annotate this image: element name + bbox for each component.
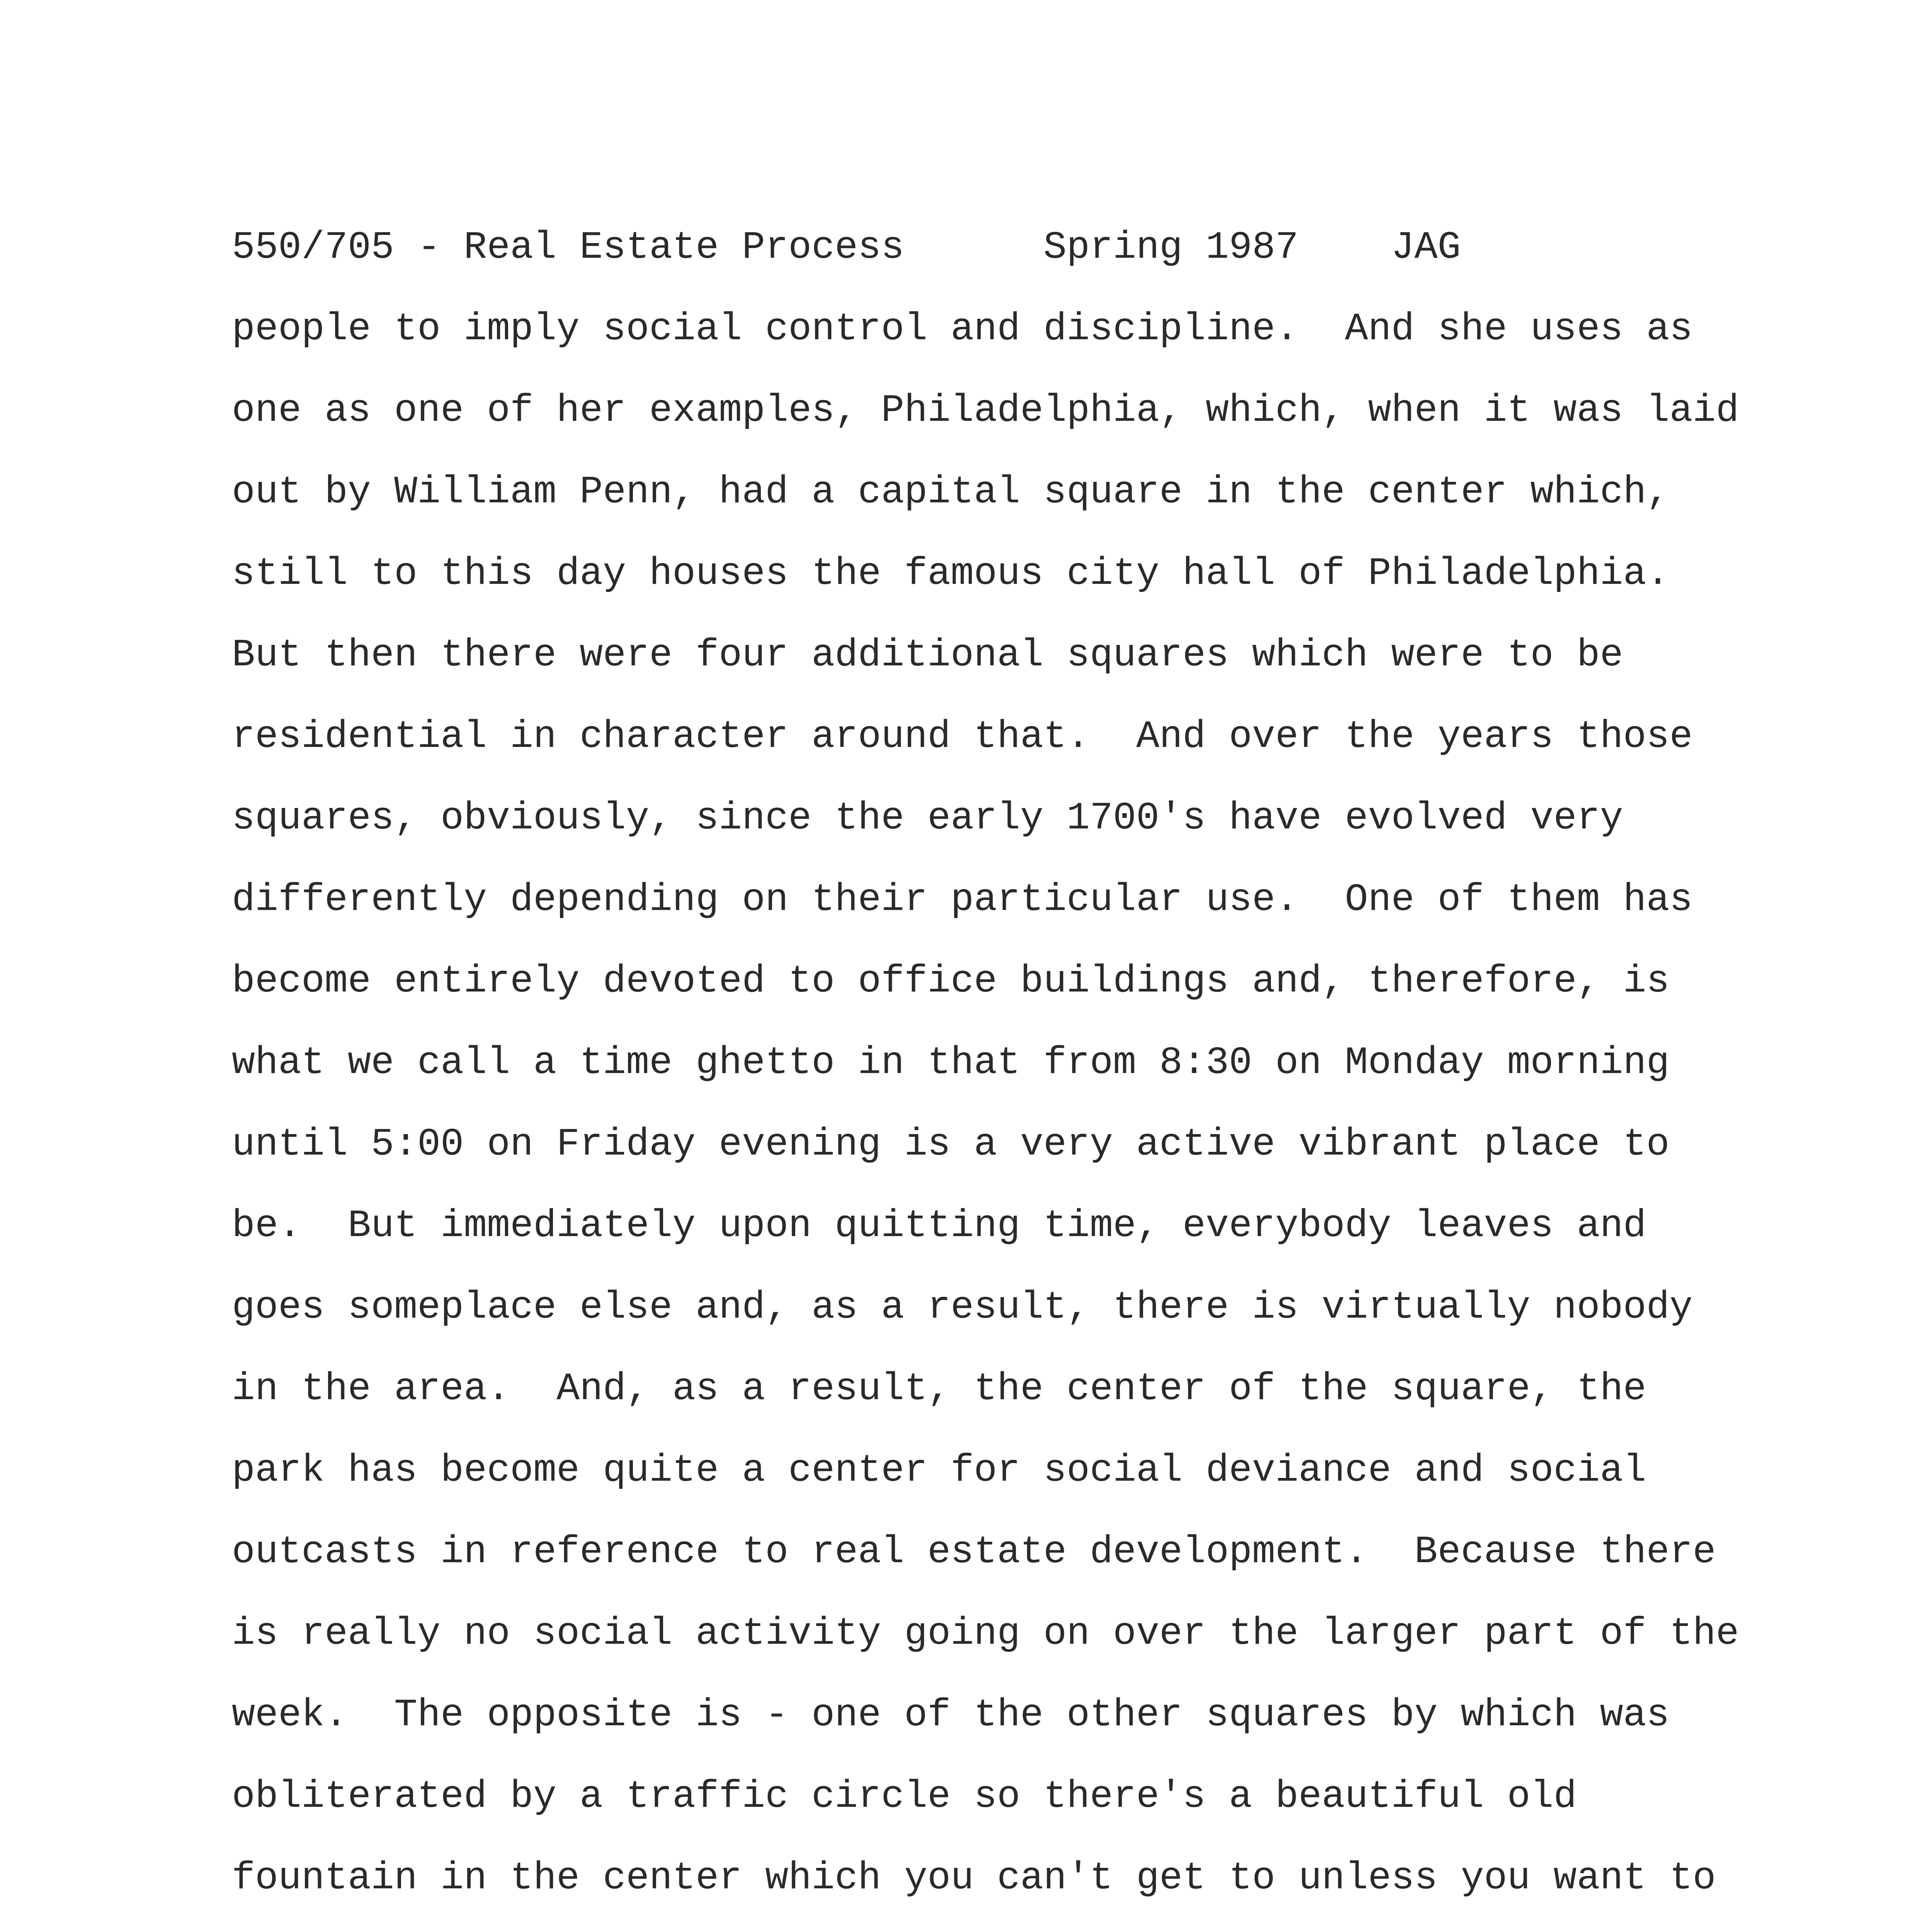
text-line: goes someplace else and, as a result, there is virtually nobody xyxy=(232,1286,1693,1330)
text-line: park has become quite a center for social deviance and social xyxy=(232,1449,1646,1493)
text-line: become entirely devoted to office buildings and, therefore, is xyxy=(232,960,1670,1003)
transcript-body xyxy=(232,303,1739,1932)
text-line: week. The opposite is - one of the other squares by which was xyxy=(232,1694,1670,1737)
text-line: people to imply social control and discipline. And she uses as xyxy=(232,308,1693,351)
header-course: 550/705 - Real Estate Process xyxy=(232,226,905,270)
page-header xyxy=(232,221,1461,275)
text-line: fountain in the center which you can't get to unless you want to xyxy=(232,1857,1716,1900)
text-line: But then there were four additional squares which were to be xyxy=(232,634,1623,677)
text-line: is really no social activity going on over the larger part of the xyxy=(232,1612,1739,1656)
header-initials: JAG xyxy=(1391,226,1461,270)
text-line: squares, obviously, since the early 1700's have evolved very xyxy=(232,797,1623,840)
text-line: out by William Penn, had a capital square in the center which, xyxy=(232,471,1670,514)
text-line: one as one of her examples, Philadelphia, which, when it was laid xyxy=(232,389,1739,433)
text-line: residential in character around that. And over the years those xyxy=(232,715,1693,759)
header-term: Spring 1987 xyxy=(1043,226,1299,270)
text-line: obliterated by a traffic circle so there's a beautiful old xyxy=(232,1775,1577,1819)
text-line: be. But immediately upon quitting time, everybody leaves and xyxy=(232,1204,1646,1248)
text-line: differently depending on their particular use. One of them has xyxy=(232,878,1693,922)
text-line: until 5:00 on Friday evening is a very active vibrant place to xyxy=(232,1123,1670,1167)
text-line: in the area. And, as a result, the center of the square, the xyxy=(232,1367,1646,1411)
text-line: outcasts in reference to real estate development. Because there xyxy=(232,1531,1716,1574)
text-line: still to this day houses the famous city hall of Philadelphia. xyxy=(232,552,1670,596)
text-line: what we call a time ghetto in that from 8:30 on Monday morning xyxy=(232,1041,1670,1085)
